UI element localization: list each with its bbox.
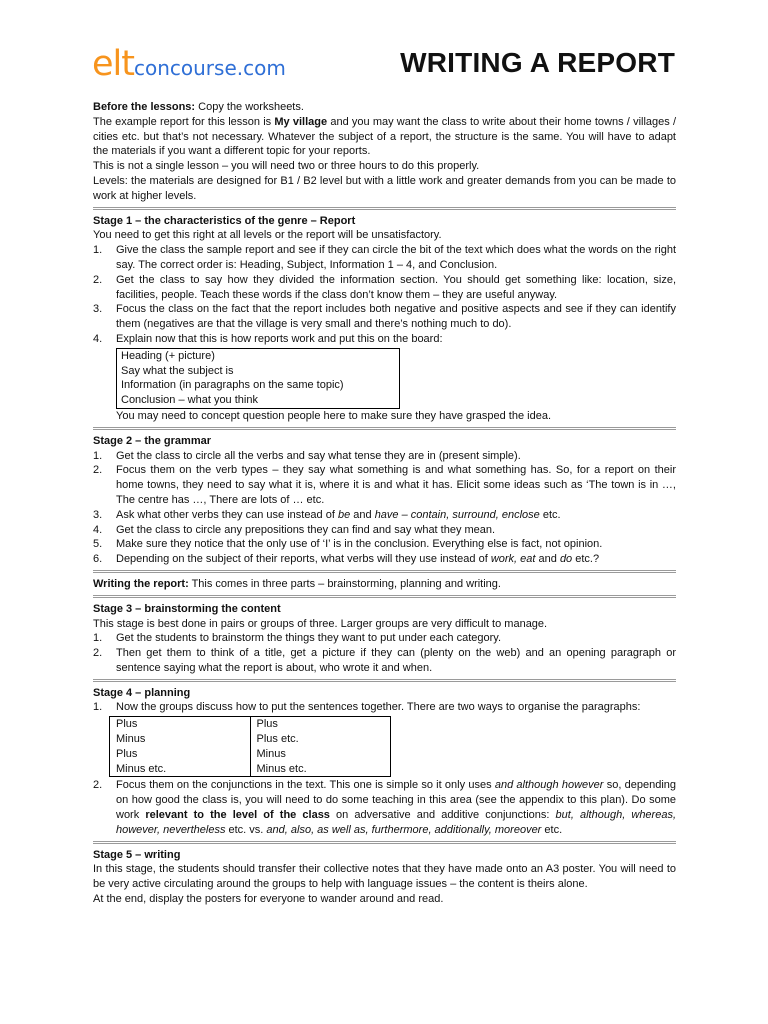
list-number: 4. <box>93 523 103 536</box>
list-number: 3. <box>93 303 103 316</box>
list-item <box>93 631 676 646</box>
stage-5-paragraph: In this stage, the students should transfer their collective notes that they have made onto an A3 poster. You will need to be very active circulating around the groups to help with language issues – the content is theirs alone. <box>93 863 676 891</box>
example-topic: My village <box>274 115 328 128</box>
list-item-text: Get the class to circle all the verbs and say what tense they are in (present simple). <box>116 449 521 462</box>
list-item <box>93 700 676 715</box>
intro-section <box>93 100 676 204</box>
before-lessons-line <box>93 100 676 115</box>
list-item <box>93 523 676 538</box>
list-number: 5. <box>93 538 103 551</box>
list-item-text: etc. <box>539 508 561 521</box>
table-cell-line: Plus <box>116 747 138 760</box>
eltconcourse-logo[interactable] <box>92 44 286 84</box>
list-item-text: Focus them on the verb types – they say what something is and what something has. So, for a report on their home towns, they need to say what it is, where it is and what it has. Elicit some ideas such as ‘The town is in …, The centre has …, There are lots of … etc. <box>116 464 676 506</box>
list-item-text: Depending on the subject of their reports, what verbs will they use instead of <box>116 553 491 566</box>
table-cell-right <box>250 717 391 777</box>
list-number: 1. <box>93 244 103 257</box>
not-single-lesson-line: This is not a single lesson – you will need two or three hours to do this properly. <box>93 160 480 173</box>
board-line: Conclusion – what you think <box>121 394 258 407</box>
stage-5-section <box>93 848 676 907</box>
list-item-text: Focus them on the conjunctions in the text. This one is simple so it only uses <box>116 779 495 792</box>
list-item-text: Explain now that this is how reports work and put this on the board: <box>116 332 443 345</box>
stage-2-list <box>93 449 676 567</box>
level-emphasis: relevant to the level of the class <box>145 809 330 822</box>
stage-2-title: Stage 2 – the grammar <box>93 434 211 447</box>
table-cell-line: Plus <box>256 718 278 731</box>
list-number: 2. <box>93 647 103 660</box>
adversative-conjunctions: but, although, whereas, however, nevertheless <box>116 809 677 836</box>
table-cell-line: Minus <box>116 733 146 746</box>
paragraph-order-table <box>109 716 391 777</box>
writing-report-section <box>93 577 676 592</box>
table-cell-left <box>110 717 251 777</box>
list-item <box>93 243 676 273</box>
writing-report-text: This comes in three parts – brainstorming, planning and writing. <box>188 577 501 590</box>
list-item <box>93 332 676 347</box>
divider <box>93 427 676 430</box>
verb-examples: work, eat <box>490 553 536 566</box>
list-number: 2. <box>93 779 103 792</box>
divider <box>93 679 676 682</box>
writing-report-label: Writing the report: <box>93 577 189 590</box>
stage-2-section <box>93 434 676 567</box>
example-pre: The example report for this lesson is <box>93 115 275 128</box>
conjunction-examples: and although however <box>494 779 604 792</box>
divider <box>93 207 676 210</box>
list-item <box>93 552 676 567</box>
table-cell-line: Minus etc. <box>116 762 167 775</box>
stage-1-section <box>93 214 676 424</box>
list-item <box>93 302 676 332</box>
document-body <box>93 100 676 907</box>
list-item <box>93 273 676 303</box>
list-number: 3. <box>93 508 103 521</box>
table-cell-line: Minus <box>256 747 286 760</box>
concept-question-note: You may need to concept question people here to make sure they have grasped the idea. <box>116 409 552 422</box>
list-item-text: Make sure they notice that the only use of ‘I’ is in the conclusion. Everything else is fact, not opinion. <box>116 538 603 551</box>
list-number: 1. <box>93 449 103 462</box>
stage-1-list <box>93 243 676 347</box>
divider <box>93 841 676 844</box>
list-item-text: Get the students to brainstorm the things they want to put under each category. <box>116 632 502 645</box>
list-item-text: etc. vs. <box>225 823 267 836</box>
additive-conjunctions: and, also, as well as, furthermore, additionally, moreover <box>266 823 542 836</box>
list-item-text: Get the class to say how they divided the information section. You should get something like: location, size, facilities, people. Teach these words if the class don’t know them – they are useful anyway. <box>116 273 676 301</box>
list-number: 4. <box>93 332 103 345</box>
stage-5-title: Stage 5 – writing <box>93 848 181 861</box>
example-report-paragraph <box>93 115 676 159</box>
divider <box>93 570 676 573</box>
list-item-text: and <box>535 553 560 566</box>
table-row <box>110 717 391 777</box>
table-cell-line: Minus etc. <box>256 762 307 775</box>
stage-1-intro: You need to get this right at all levels or the report will be unsatisfactory. <box>93 229 442 242</box>
list-item-text: so, depending on how good the class is, you will need to do some teaching in this area (see the appendix to this plan). Do some work <box>116 779 676 822</box>
before-lessons-text: Copy the worksheets. <box>195 101 304 113</box>
list-item-text: Then get them to think of a title, get a picture if they can (plenty on the web) and an opening paragraph or sentence saying what the report is about, who wrote it and when. <box>116 647 676 674</box>
stage-4-title: Stage 4 – planning <box>93 686 191 699</box>
list-item-text: on adversative and additive conjunctions: <box>329 809 556 822</box>
list-item-text: Get the class to circle any prepositions they can find and say what they mean. <box>116 523 496 536</box>
verb-have-alternatives: have – contain, surround, enclose <box>374 508 540 521</box>
list-item-text: etc. <box>541 823 563 836</box>
stage-4-list-continued <box>93 778 676 837</box>
list-item-text: etc.? <box>572 553 600 566</box>
list-item <box>93 778 676 837</box>
board-structure-box <box>116 348 400 409</box>
logo-domain-text: concourse.com <box>133 56 286 80</box>
list-number: 2. <box>93 273 103 286</box>
list-item-text: Now the groups discuss how to put the sentences together. There are two ways to organise the paragraphs: <box>116 701 641 714</box>
list-item-text: and <box>350 508 375 521</box>
verb-do: do <box>559 553 573 566</box>
stage-3-list <box>93 631 676 675</box>
page-title: WRITING A REPORT <box>400 47 675 78</box>
stage-3-section <box>93 602 676 676</box>
stage-4-section <box>93 686 676 838</box>
stage-3-title: Stage 3 – brainstorming the content <box>93 602 281 615</box>
list-item-text: Ask what other verbs they can use instead of <box>116 508 338 521</box>
list-number: 2. <box>93 464 103 477</box>
board-line: Heading (+ picture) <box>121 349 215 362</box>
stage-1-title: Stage 1 – the characteristics of the genre – Report <box>93 214 356 227</box>
logo-elt-text: elt <box>92 44 134 84</box>
list-item-text: Give the class the sample report and see if they can circle the bit of the text which does what the words on the right say. The correct order is: Heading, Subject, Information 1 – 4, and Conclusion. <box>116 244 676 271</box>
levels-paragraph: Levels: the materials are designed for B1 / B2 level but with a little work and greater demands from you can be made to work at higher levels. <box>93 174 676 202</box>
list-item-text: Focus the class on the fact that the report includes both negative and positive aspects and see if they can identify them (negatives are that the village is very small and there’s nothing much to do). <box>116 303 676 331</box>
table-cell-line: Plus <box>116 718 138 731</box>
before-lessons-label: Before the lessons: <box>93 101 196 113</box>
stage-3-intro: This stage is best done in pairs or groups of three. Larger groups are very difficult to manage. <box>93 617 548 630</box>
board-line: Information (in paragraphs on the same topic) <box>121 379 344 392</box>
divider <box>93 595 676 598</box>
list-number: 1. <box>93 632 103 645</box>
board-line: Say what the subject is <box>121 364 234 377</box>
verb-be: be <box>337 508 351 521</box>
list-item <box>93 646 676 676</box>
list-number: 6. <box>93 553 103 566</box>
table-cell-line: Plus etc. <box>256 733 299 746</box>
list-number: 1. <box>93 701 103 714</box>
list-item <box>93 449 676 464</box>
list-item <box>93 537 676 552</box>
list-item <box>93 508 676 523</box>
list-item <box>93 463 676 507</box>
stage-5-final-line: At the end, display the posters for everyone to wander around and read. <box>93 893 444 906</box>
stage-4-list <box>93 700 676 715</box>
example-post: and you may want the class to write about their home towns / villages / cities etc. but that’s not necessary. Whatever the subject of a report, the structure is the same. You will have to adapt the materials if you want a different topic for your reports. <box>93 115 677 158</box>
writing-report-line <box>93 577 676 592</box>
